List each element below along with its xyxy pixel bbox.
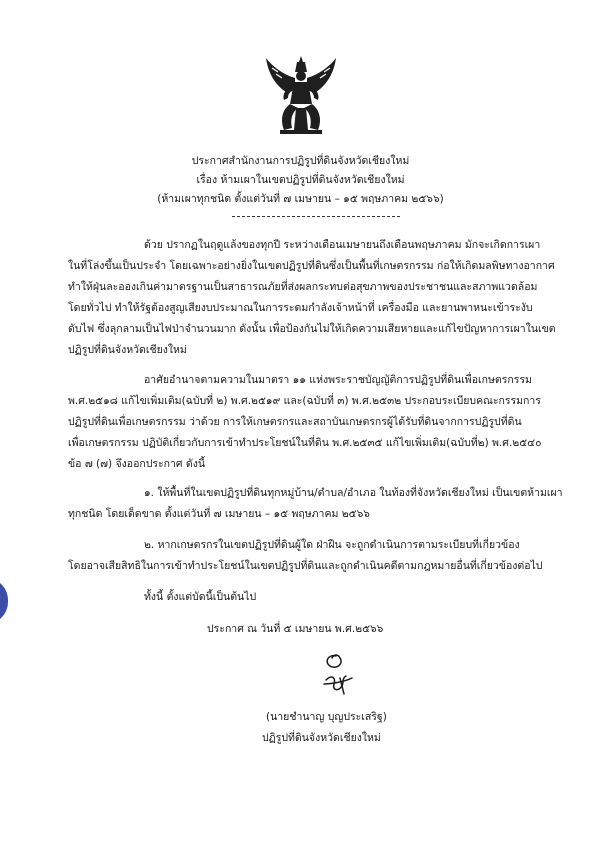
signatory-name: (นายชำนาญ บุญประเสริฐ) [266, 711, 387, 723]
paragraph-2-line: ปฏิรูปที่ดินเพื่อเกษตรกรรม ว่าด้วย การให้เกษตรกรและสถาบันเกษตรกรผู้ได้รับที่ดินจากการปฏิรูปที่ดิน [68, 416, 522, 428]
clause-2-line: โดยอาจเสียสิทธิในการเข้าทำประโยชน์ในเขตปฏิรูปที่ดินและถูกดำเนินคดีตามกฎหมายอื่นที่เกี่ยวข้องต่อไป [68, 560, 543, 572]
paragraph-2-line: พ.ศ.๒๕๑๘ แก้ไขเพิ่มเติม(ฉบับที่ ๒) พ.ศ.๒๕๑๙ และ(ฉบับที่ ๓) พ.ศ.๒๕๓๒ ประกอบระเบียบคณะกรรมการ [68, 395, 541, 407]
dashed-separator [232, 216, 400, 217]
clause-1-line: ๑. ให้พื้นที่ในเขตปฏิรูปที่ดินทุกหมู่บ้าน/ตำบล/อำเภอ ในท้องที่จังหวัดเชียงใหม่ เป็นเขตห้ามเผา [144, 487, 563, 499]
paragraph-1-line: ดับไฟ ซึ่งลุกลามเป็นไฟป่าจำนวนมาก ดังนั้น เพื่อป้องกันไม่ให้เกิดความเสียหายและแก้ไขปัญหาการเผาในเขต [68, 323, 556, 335]
signatory-position: ปฏิรูปที่ดินจังหวัดเชียงใหม่ [262, 732, 381, 744]
garuda-emblem [262, 54, 340, 138]
announcement-title: ประกาศสำนักงานการปฏิรูปที่ดินจังหวัดเชียงใหม่ [191, 155, 410, 167]
paragraph-1-line: โดยทั่วไป ทำให้รัฐต้องสูญเสียงบประมาณในการระดมกำลังเจ้าหน้าที่ เครื่องมือ และยานพาหนะเข้าระงับ [68, 302, 533, 314]
handwritten-signature [318, 648, 358, 700]
announcement-period: (ห้ามเผาทุกชนิด ตั้งแต่วันที่ ๗ เมษายน – ๑๕ พฤษภาคม ๒๕๖๖) [157, 193, 444, 205]
clause-2-line: ๒. หากเกษตรกรในเขตปฏิรูปที่ดินผู้ใด ฝ่าฝืน จะถูกดำเนินการตามระเบียบที่เกี่ยวข้อง [144, 539, 520, 551]
handwritten-signature [318, 568, 358, 620]
effective-statement: ทั้งนี้ ตั้งแต่บัดนี้เป็นต้นไป [144, 591, 257, 603]
paragraph-2-line: เพื่อเกษตรกรรม ปฏิบัติเกี่ยวกับการเข้าทำประโยชน์ในที่ดิน พ.ศ.๒๕๓๕ แก้ไขเพิ่มเติม(ฉบับที่๒) พ.ศ.๒๕๔๐ [68, 437, 542, 449]
paragraph-2-line: อาศัยอำนาจตามความในมาตรา ๑๑ แห่งพระราชบัญญัติการปฏิรูปที่ดินเพื่อเกษตรกรรม [144, 374, 532, 386]
blue-stamp-edge [0, 578, 8, 624]
clause-1-line: ทุกชนิด โดยเด็ดขาด ตั้งแต่วันที่ ๗ เมษายน – ๑๕ พฤษภาคม ๒๕๖๖ [68, 508, 370, 520]
announcement-subject: เรื่อง ห้ามเผาในเขตปฏิรูปที่ดินจังหวัดเชียงใหม่ [196, 174, 405, 186]
announcement-date: ประกาศ ณ วันที่ ๕ เมษายน พ.ศ.๒๕๖๖ [207, 623, 384, 635]
paragraph-1-line: ในที่โล่งขึ้นเป็นประจำ โดยเฉพาะอย่างยิ่งในเขตปฏิรูปที่ดินซึ่งเป็นพื้นที่เกษตรกรรม ก่อให้เกิดมลพิษทางอากาศ [68, 260, 555, 272]
paragraph-1-line: ด้วย ปรากฏในฤดูแล้งของทุกปี ระหว่างเดือนเมษายนถึงเดือนพฤษภาคม มักจะเกิดการเผา [144, 239, 541, 251]
paragraph-2-line: ข้อ ๗ (๗) จึงออกประกาศ ดังนี้ [68, 458, 206, 470]
paragraph-1-line: ทำให้ฝุ่นละอองเกินค่ามาตรฐานเป็นสาธารณภัยที่ส่งผลกระทบต่อสุขภาพของประชาชนและสภาพแวดล้อม [68, 281, 538, 293]
paragraph-1-line: ปฏิรูปที่ดินจังหวัดเชียงใหม่ [68, 344, 187, 356]
